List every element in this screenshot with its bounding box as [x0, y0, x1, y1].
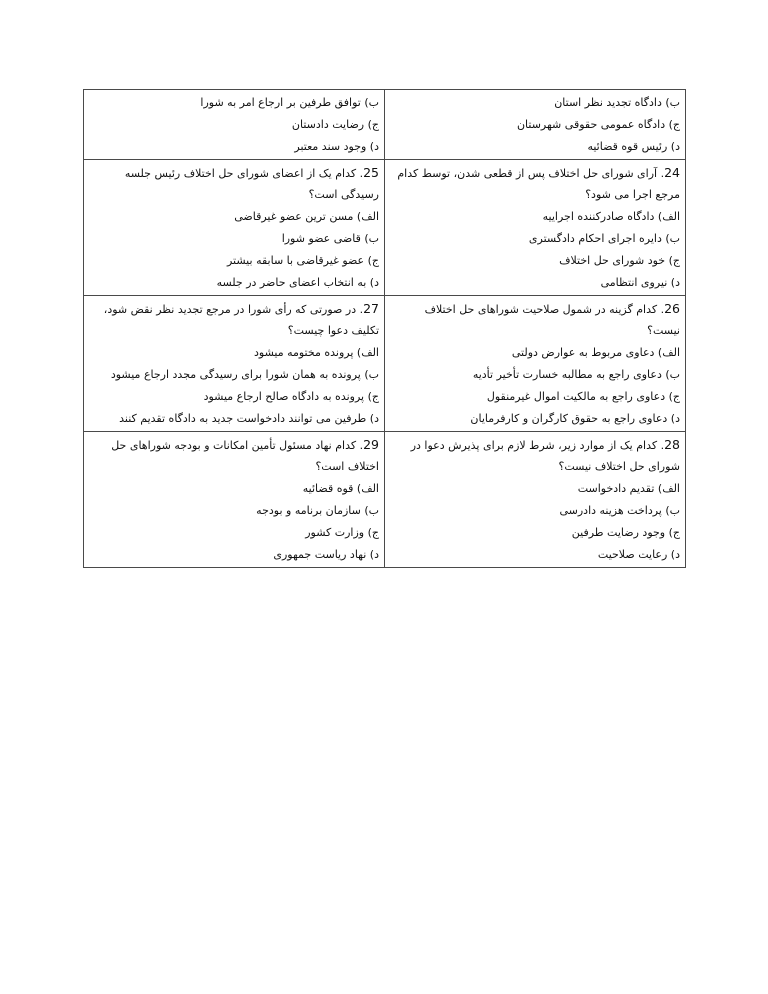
- question-24-text: [390, 162, 680, 184]
- question-cell-27: [84, 296, 385, 432]
- option-d: د) نهاد ریاست جمهوری: [273, 548, 379, 561]
- question-cell-29: [84, 432, 385, 568]
- option-d: د) نیروی انتظامی: [600, 276, 680, 289]
- table-row: [84, 90, 686, 160]
- option-d: د) رئیس قوه قضائیه: [587, 140, 680, 153]
- option-a: الف) مسن ترین عضو غیرقاضی: [234, 210, 379, 223]
- question-27-text: [89, 298, 379, 320]
- questions-table: [83, 89, 686, 568]
- question-28-text: [390, 434, 680, 456]
- option-a: الف) تقدیم دادخواست: [577, 482, 680, 495]
- option-b: ب) سازمان برنامه و بودجه: [256, 504, 379, 517]
- question-number: 27: [363, 301, 379, 316]
- option-d: د) طرفین می توانند دادخواست جدید به دادگاه تقدیم کنند: [119, 412, 379, 425]
- question-text: . کدام گزینه در شمول صلاحیت شوراهای حل اختلاف: [424, 303, 665, 316]
- option-c: ج) رضایت دادستان: [291, 118, 379, 131]
- option-c: ج) دادگاه عمومی حقوقی شهرستان: [516, 118, 680, 131]
- question-26-text: [390, 298, 680, 320]
- table-row: [84, 160, 686, 296]
- option-b: ب) توافق طرفین بر ارجاع امر به شورا: [200, 96, 379, 109]
- option-d: د) به انتخاب اعضای حاضر در جلسه: [216, 276, 379, 289]
- option-b: ب) دایره اجرای احکام دادگستری: [528, 232, 680, 245]
- question-cell-26: [385, 296, 686, 432]
- question-26-text-cont: نیست؟: [647, 324, 680, 337]
- option-a: الف) قوه قضائیه: [302, 482, 379, 495]
- option-b: ب) قاضی عضو شورا: [281, 232, 379, 245]
- option-a: الف) پرونده مختومه میشود: [253, 346, 379, 359]
- question-text: . آرای شورای حل اختلاف پس از قطعی شدن، توسط کدام: [397, 167, 665, 180]
- question-text: . کدام یک از موارد زیر، شرط لازم برای پذیرش دعوا در: [410, 439, 665, 452]
- option-b: ب) دادگاه تجدید نظر استان: [554, 96, 680, 109]
- question-29-text-cont: اختلاف است؟: [315, 460, 379, 473]
- table-row: [84, 432, 686, 568]
- question-text: . کدام نهاد مسئول تأمین امکانات و بودجه شوراهای حل: [111, 439, 364, 452]
- question-cell-left: [84, 90, 385, 160]
- question-cell-28: [385, 432, 686, 568]
- question-cell-24: [385, 160, 686, 296]
- question-number: 25: [363, 165, 379, 180]
- question-number: 26: [664, 301, 680, 316]
- question-number: 29: [363, 437, 379, 452]
- question-29-text: [89, 434, 379, 456]
- option-a: الف) دادگاه صادرکننده اجراییه: [542, 210, 680, 223]
- question-number: 28: [664, 437, 680, 452]
- question-number: 24: [664, 165, 680, 180]
- option-c: ج) پرونده به دادگاه صالح ارجاع میشود: [203, 390, 379, 403]
- option-b: ب) پرداخت هزینه دادرسی: [559, 504, 680, 517]
- question-25-text: [89, 162, 379, 184]
- option-c: ج) دعاوی راجع به مالکیت اموال غیرمنقول: [486, 390, 680, 403]
- question-text: . در صورتی که رأی شورا در مرجع تجدید نظر نقض شود،: [103, 303, 364, 316]
- option-a: الف) دعاوی مربوط به عوارض دولتی: [511, 346, 680, 359]
- question-24-text-cont: مرجع اجرا می شود؟: [585, 188, 680, 201]
- option-c: ج) وزارت کشور: [305, 526, 379, 539]
- option-d: د) دعاوی راجع به حقوق کارگران و کارفرمایان: [470, 412, 680, 425]
- question-28-text-cont: شورای حل اختلاف نیست؟: [558, 460, 680, 473]
- option-d: د) رعایت صلاحیت: [597, 548, 680, 561]
- question-27-text-cont: تکلیف دعوا چیست؟: [287, 324, 379, 337]
- option-c: ج) وجود رضایت طرفین: [571, 526, 680, 539]
- option-c: ج) خود شورای حل اختلاف: [559, 254, 680, 267]
- option-c: ج) عضو غیرقاضی با سابقه بیشتر: [226, 254, 379, 267]
- option-d: د) وجود سند معتبر: [294, 140, 379, 153]
- option-b: ب) پرونده به همان شورا برای رسیدگی مجدد ارجاع میشود: [110, 368, 379, 381]
- table-row: [84, 296, 686, 432]
- question-25-text-cont: رسیدگی است؟: [308, 188, 379, 201]
- question-cell-right: [385, 90, 686, 160]
- option-b: ب) دعاوی راجع به مطالبه خسارت تأخیر تأدیه: [472, 368, 680, 381]
- question-cell-25: [84, 160, 385, 296]
- question-text: . کدام یک از اعضای شورای حل اختلاف رئیس جلسه: [124, 167, 364, 180]
